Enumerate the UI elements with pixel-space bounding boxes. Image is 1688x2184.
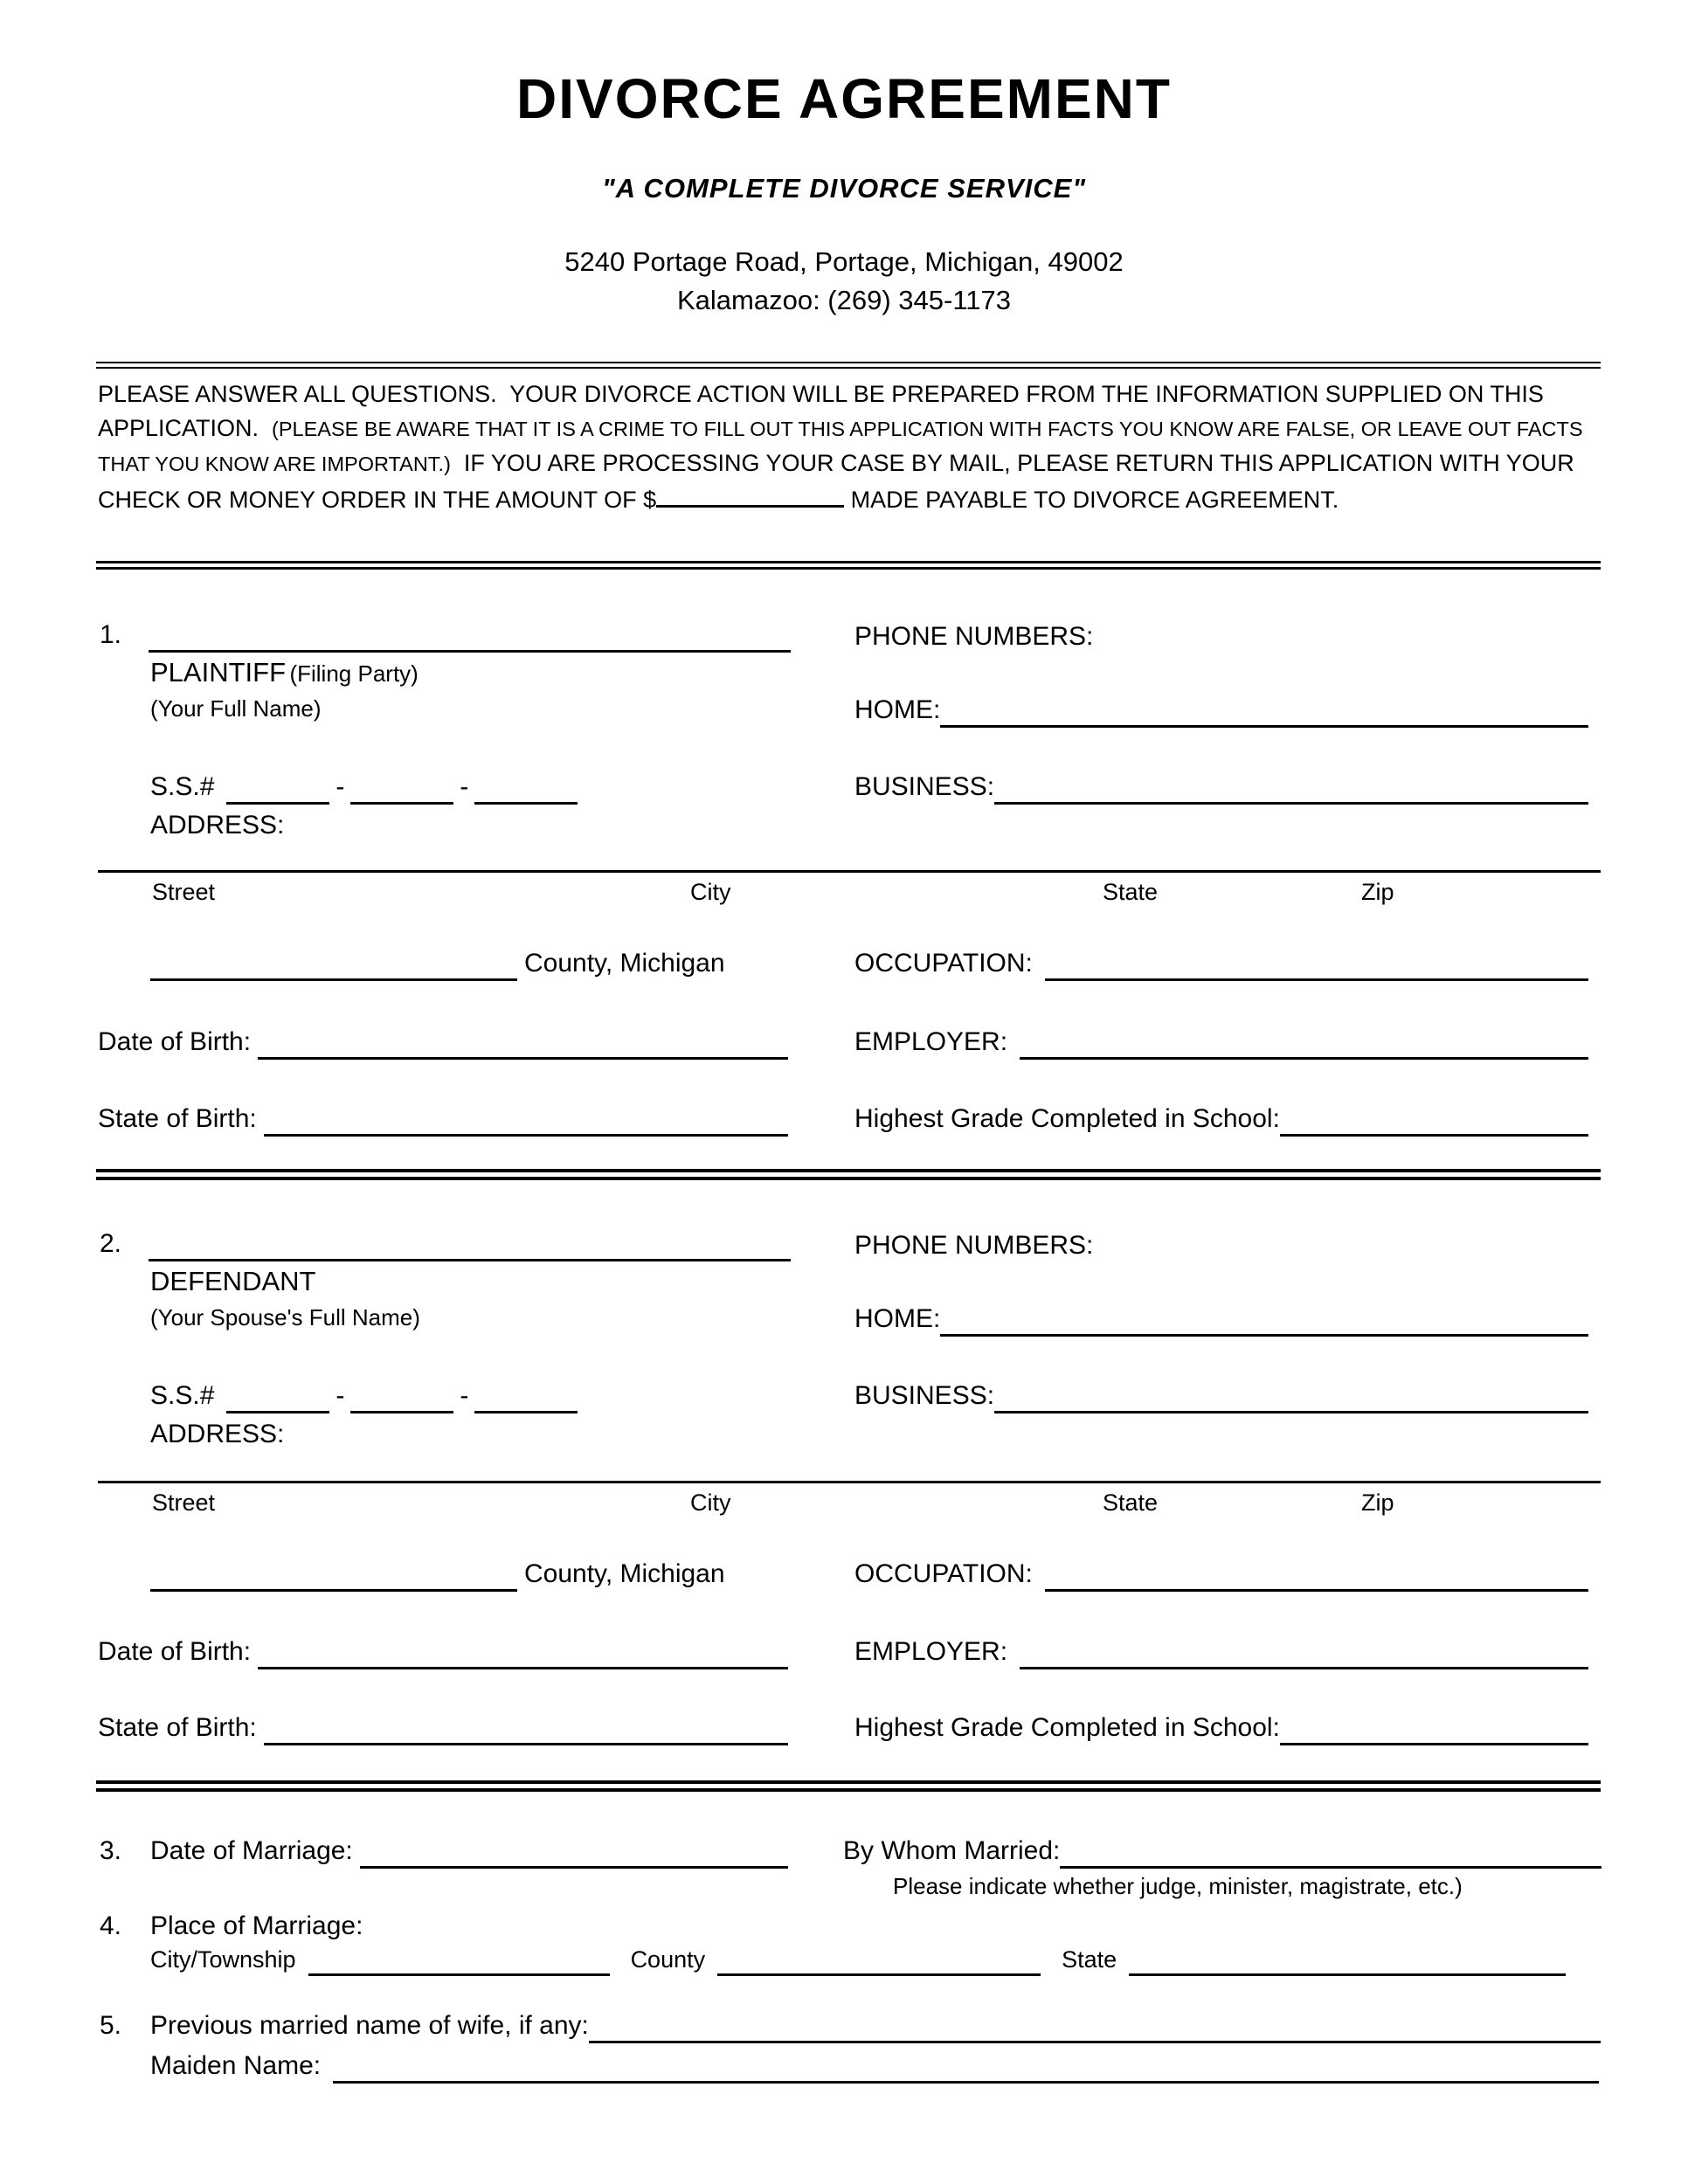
plaintiff-employer-label: EMPLOYER: bbox=[854, 1027, 1008, 1056]
defendant-business-phone-row bbox=[854, 1381, 1588, 1413]
defendant-city-label: City bbox=[690, 1489, 731, 1516]
plaintiff-county-field[interactable] bbox=[150, 949, 517, 981]
defendant-home-phone-field[interactable] bbox=[940, 1304, 1588, 1337]
previous-married-name-label: Previous married name of wife, if any: bbox=[150, 2011, 589, 2040]
plaintiff-street-label: Street bbox=[152, 879, 216, 905]
defendant-street-label: Street bbox=[152, 1489, 216, 1516]
defendant-role-label: DEFENDANT bbox=[150, 1266, 316, 1296]
plaintiff-home-label: HOME: bbox=[854, 695, 941, 724]
instructions-text-parenthetical: (PLEASE BE AWARE THAT IT IS A CRIME TO FILL OUT THIS APPLICATION WITH FACTS YOU KNOW ARE FALSE, OR LEAVE OUT FACTS THAT YOU KNOW ARE IMPORTANT.) bbox=[98, 418, 1588, 475]
plaintiff-grade-field[interactable] bbox=[1280, 1104, 1588, 1137]
defendant-phone-numbers-header: PHONE NUMBERS: bbox=[854, 1231, 1094, 1260]
plaintiff-zip-label: Zip bbox=[1361, 879, 1394, 905]
instructions-bottom-rule bbox=[96, 561, 1601, 570]
date-of-marriage-field[interactable] bbox=[360, 1836, 788, 1869]
plaintiff-occupation-row bbox=[854, 949, 1588, 981]
plaintiff-employer-field[interactable] bbox=[1020, 1027, 1588, 1060]
plaintiff-ssn-dash-1: - bbox=[336, 772, 345, 801]
section1-section2-divider bbox=[96, 1169, 1601, 1180]
plaintiff-ssn-field-3[interactable] bbox=[474, 772, 578, 805]
plaintiff-address-field[interactable] bbox=[98, 839, 1601, 873]
defendant-state-of-birth-label: State of Birth: bbox=[98, 1713, 257, 1742]
defendant-occupation-row bbox=[854, 1559, 1588, 1592]
defendant-date-of-birth-field[interactable] bbox=[258, 1637, 788, 1669]
marriage-state-label: State bbox=[1062, 1946, 1117, 1973]
defendant-date-of-birth-label: Date of Birth: bbox=[98, 1637, 252, 1666]
plaintiff-home-phone-row bbox=[854, 695, 1588, 728]
instructions-text-2: IF YOU ARE PROCESSING YOUR CASE BY MAIL, PLEASE RETURN THIS APPLICATION WITH YOUR CHECK OR MONEY ORDER IN THE AMOUNT OF $ bbox=[98, 450, 1581, 513]
by-whom-married-row bbox=[843, 1836, 1602, 1869]
defendant-state-label: State bbox=[1103, 1489, 1159, 1516]
plaintiff-business-phone-row bbox=[854, 772, 1588, 805]
marriage-county-field[interactable] bbox=[717, 1946, 1041, 1976]
page-subtitle: "A COMPLETE DIVORCE SERVICE" bbox=[601, 173, 1087, 204]
plaintiff-ssn-field-2[interactable] bbox=[350, 772, 453, 805]
defendant-grade-label: Highest Grade Completed in School: bbox=[854, 1713, 1280, 1742]
instructions-text-1: PLEASE ANSWER ALL QUESTIONS. YOUR DIVORCE ACTION WILL BE PREPARED FROM THE INFORMATION SUPPLIED ON THIS APPLICATION. bbox=[98, 381, 1549, 441]
defendant-ssn-field-2[interactable] bbox=[350, 1381, 453, 1413]
header-address-line2: Kalamazoo: (269) 345-1173 bbox=[676, 285, 1011, 315]
date-of-marriage-row bbox=[150, 1836, 788, 1869]
defendant-employer-label: EMPLOYER: bbox=[854, 1637, 1008, 1666]
defendant-county-michigan-label: County, Michigan bbox=[524, 1559, 725, 1588]
defendant-employer-row bbox=[854, 1637, 1588, 1669]
plaintiff-county-row bbox=[150, 949, 725, 981]
plaintiff-occupation-field[interactable] bbox=[1045, 949, 1588, 981]
previous-married-name-row bbox=[150, 2011, 1601, 2043]
defendant-occupation-label: OCCUPATION: bbox=[854, 1559, 1033, 1588]
maiden-name-label: Maiden Name: bbox=[150, 2051, 322, 2080]
defendant-grade-field[interactable] bbox=[1280, 1713, 1588, 1745]
plaintiff-name-field[interactable] bbox=[149, 620, 791, 653]
plaintiff-role-line bbox=[150, 657, 419, 688]
plaintiff-state-label: State bbox=[1103, 879, 1159, 905]
defendant-home-label: HOME: bbox=[854, 1304, 941, 1333]
section2-section3-divider bbox=[96, 1780, 1601, 1792]
payment-amount-field[interactable] bbox=[656, 481, 844, 508]
defendant-business-label: BUSINESS: bbox=[854, 1381, 995, 1410]
plaintiff-ssn-field-1[interactable] bbox=[226, 772, 329, 805]
defendant-ssn-row bbox=[150, 1381, 578, 1413]
previous-married-name-field[interactable] bbox=[589, 2011, 1601, 2043]
marriage-city-township-field[interactable] bbox=[308, 1946, 610, 1976]
defendant-date-of-birth-row bbox=[98, 1637, 788, 1669]
plaintiff-role-label: PLAINTIFF bbox=[150, 657, 287, 688]
plaintiff-ssn-row bbox=[150, 772, 578, 805]
plaintiff-home-phone-field[interactable] bbox=[940, 695, 1588, 728]
defendant-ssn-field-1[interactable] bbox=[226, 1381, 329, 1413]
page-title: DIVORCE AGREEMENT bbox=[516, 67, 1172, 130]
defendant-name-field[interactable] bbox=[149, 1229, 791, 1261]
by-whom-married-field[interactable] bbox=[1060, 1836, 1602, 1869]
plaintiff-state-of-birth-label: State of Birth: bbox=[98, 1104, 257, 1133]
plaintiff-ssn-label: S.S.# bbox=[150, 772, 215, 801]
defendant-ssn-dash-1: - bbox=[336, 1381, 345, 1410]
marriage-state-field[interactable] bbox=[1129, 1946, 1566, 1976]
defendant-address-field[interactable] bbox=[98, 1449, 1601, 1483]
plaintiff-business-phone-field[interactable] bbox=[994, 772, 1588, 805]
instructions-paragraph bbox=[98, 377, 1602, 517]
section2-number: 2. bbox=[100, 1229, 122, 1258]
defendant-state-of-birth-row bbox=[98, 1713, 788, 1745]
plaintiff-county-michigan-label: County, Michigan bbox=[524, 949, 725, 978]
defendant-zip-label: Zip bbox=[1361, 1489, 1394, 1516]
plaintiff-state-of-birth-field[interactable] bbox=[264, 1104, 788, 1137]
plaintiff-state-of-birth-row bbox=[98, 1104, 788, 1137]
plaintiff-filing-party-note: (Filing Party) bbox=[289, 660, 419, 687]
defendant-full-name-note: (Your Spouse's Full Name) bbox=[150, 1304, 420, 1330]
defendant-home-phone-row bbox=[854, 1304, 1588, 1337]
plaintiff-full-name-note: (Your Full Name) bbox=[150, 695, 322, 722]
plaintiff-city-label: City bbox=[690, 879, 731, 905]
by-whom-married-label: By Whom Married: bbox=[843, 1836, 1061, 1865]
plaintiff-occupation-label: OCCUPATION: bbox=[854, 949, 1033, 978]
by-whom-married-note: Please indicate whether judge, minister, magistrate, etc.) bbox=[893, 1873, 1463, 1899]
maiden-name-row bbox=[150, 2051, 1599, 2084]
header-address-line1: 5240 Portage Road, Portage, Michigan, 49002 bbox=[564, 246, 1124, 277]
marriage-county-label: County bbox=[630, 1946, 706, 1973]
instructions-top-rule bbox=[96, 362, 1601, 369]
marriage-city-township-label: City/Township bbox=[150, 1946, 296, 1973]
place-of-marriage-label: Place of Marriage: bbox=[150, 1911, 363, 1940]
defendant-ssn-field-3[interactable] bbox=[474, 1381, 578, 1413]
defendant-county-row bbox=[150, 1559, 725, 1592]
section3-number: 3. bbox=[100, 1836, 122, 1865]
defendant-state-of-birth-field[interactable] bbox=[264, 1713, 788, 1745]
section5-number: 5. bbox=[100, 2011, 122, 2040]
plaintiff-date-of-birth-field[interactable] bbox=[258, 1027, 788, 1060]
plaintiff-grade-row bbox=[854, 1104, 1588, 1137]
defendant-ssn-label: S.S.# bbox=[150, 1381, 215, 1410]
plaintiff-employer-row bbox=[854, 1027, 1588, 1060]
plaintiff-date-of-birth-label: Date of Birth: bbox=[98, 1027, 252, 1056]
place-of-marriage-fields-row bbox=[150, 1946, 1566, 1976]
plaintiff-phone-numbers-header: PHONE NUMBERS: bbox=[854, 622, 1094, 651]
instructions-text-3: MADE PAYABLE TO DIVORCE AGREEMENT. bbox=[844, 487, 1339, 513]
plaintiff-date-of-birth-row bbox=[98, 1027, 788, 1060]
maiden-name-field[interactable] bbox=[333, 2051, 1599, 2084]
section4-number: 4. bbox=[100, 1911, 122, 1940]
defendant-employer-field[interactable] bbox=[1020, 1637, 1588, 1669]
plaintiff-address-label: ADDRESS: bbox=[150, 811, 285, 840]
plaintiff-ssn-dash-2: - bbox=[460, 772, 469, 801]
defendant-ssn-dash-2: - bbox=[460, 1381, 469, 1410]
plaintiff-business-label: BUSINESS: bbox=[854, 772, 995, 801]
defendant-grade-row bbox=[854, 1713, 1588, 1745]
defendant-address-label: ADDRESS: bbox=[150, 1420, 285, 1448]
defendant-county-field[interactable] bbox=[150, 1559, 517, 1592]
plaintiff-grade-label: Highest Grade Completed in School: bbox=[854, 1104, 1280, 1133]
defendant-business-phone-field[interactable] bbox=[994, 1381, 1588, 1413]
date-of-marriage-label: Date of Marriage: bbox=[150, 1836, 353, 1865]
section1-number: 1. bbox=[100, 620, 122, 649]
defendant-occupation-field[interactable] bbox=[1045, 1559, 1588, 1592]
